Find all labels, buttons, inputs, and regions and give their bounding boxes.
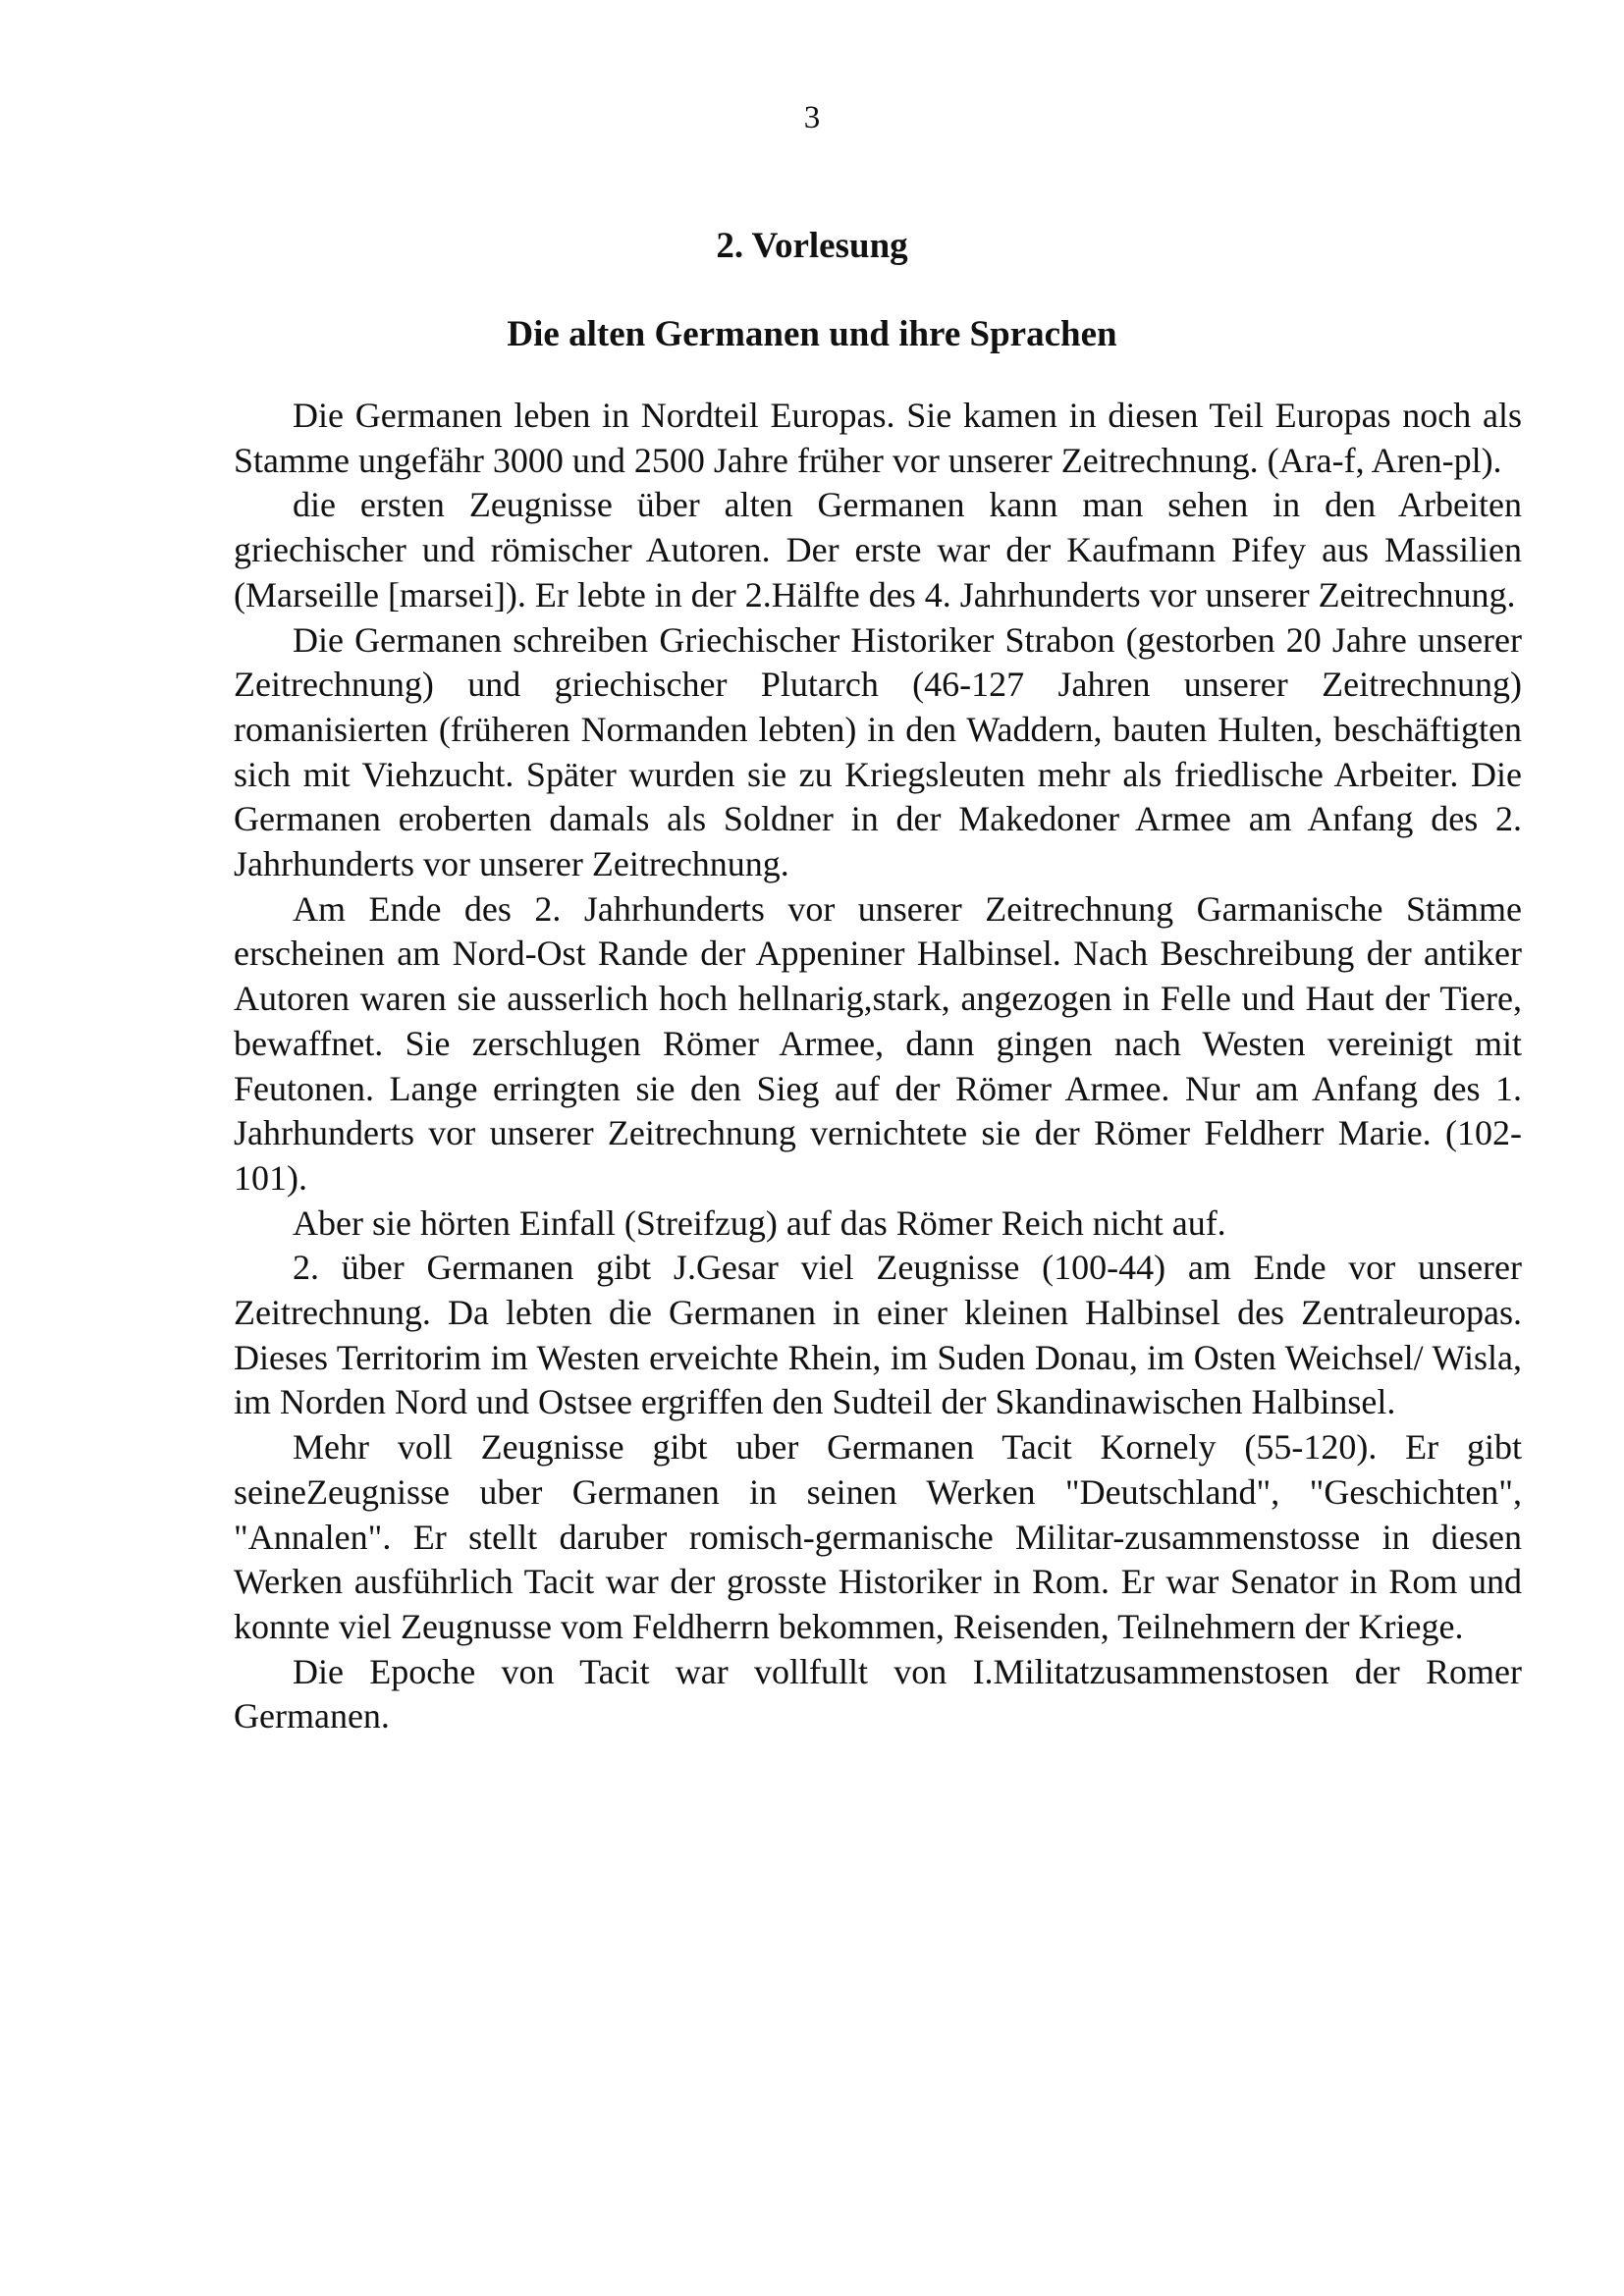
paragraph: Am Ende des 2. Jahrhunderts vor unserer Zeitrechnung Garmanische Stämme erscheinen am Nord-Ost Rande der Appeniner Halbinsel. Nach Beschreibung der antiker Autoren waren sie ausserlich hoch hellnarig,stark, angezogen in Felle und Haut der Tiere, bewaffnet. Sie zerschlugen Römer Armee, dann gingen nach Westen vereinigt mit Feutonen. Lange erringten sie den Sieg auf der Römer Armee. Nur am Anfang des 1. Jahrhunderts vor unserer Zeitrechnung vernichtete sie der Römer Feldherr Marie. (102-101).: [234, 888, 1522, 1198]
paragraph: 2. über Germanen gibt J.Gesar viel Zeugnisse (100-44) am Ende vor unserer Zeitrechnung. Da lebten die Germanen in einer kleinen Halbinsel des Zentraleuropas. Dieses Territorim im Westen erveichte Rhein, im Suden Donau, im Osten Weichsel/ Wisla, im Norden Nord und Ostsee ergriffen den Sudteil der Skandinawischen Halbinsel.: [234, 1248, 1522, 1422]
paragraph: Mehr voll Zeugnisse gibt uber Germanen Tacit Kornely (55-120). Er gibt seineZeugnisse uber Germanen in seinen Werken "Deutschland", "Geschichten", "Annalen". Er stellt daruber romisch-germanische Militar-zusammenstosse in diesen Werken ausführlich Tacit war der grosste Historiker in Rom. Er war Senator in Rom und konnte viel Zeugnusse vom Feldherrn bekommen, Reisenden, Teilnehmern der Kriege.: [234, 1427, 1522, 1646]
paragraph: die ersten Zeugnisse über alten Germanen kann man sehen in den Arbeiten griechischer und römischer Autoren. Der erste war der Kaufmann Pifey aus Massilien (Marseille [marsei]). Er lebte in der 2.Hälfte des 4. Jahrhunderts vor unserer Zeitrechnung.: [234, 485, 1522, 614]
paragraph: Die Germanen leben in Nordteil Europas. Sie kamen in diesen Teil Europas noch als Stamme ungefähr 3000 und 2500 Jahre früher vor unserer Zeitrechnung. (Ara-f, Aren-pl).: [234, 396, 1522, 480]
paragraph: Die Epoche von Tacit war vollfullt von I.Militatzusammenstosen der Romer Germanen.: [234, 1651, 1522, 1736]
paragraph: Aber sie hörten Einfall (Streifzug) auf das Römer Reich nicht auf.: [293, 1202, 1226, 1243]
topic-title: Die alten Germanen und ihre Sprachen: [507, 314, 1117, 354]
paragraph: Die Germanen schreiben Griechischer Historiker Strabon (gestorben 20 Jahre unserer Zeitrechnung) und griechischer Plutarch (46-127 Jahren unserer Zeitrechnung) romanisierten (früheren Normanden lebten) in den Waddern, bauten Hulten, beschäftigten sich mit Viehzucht. Später wurden sie zu Kriegsleuten mehr als friedlische Arbeiter. Die Germanen eroberten damals als Soldner in der Makedoner Armee am Anfang des 2. Jahrhunderts vor unserer Zeitrechnung.: [234, 619, 1522, 884]
lecture-title: 2. Vorlesung: [716, 226, 908, 266]
page-number: 3: [803, 100, 821, 135]
body-text: [234, 394, 1522, 1739]
